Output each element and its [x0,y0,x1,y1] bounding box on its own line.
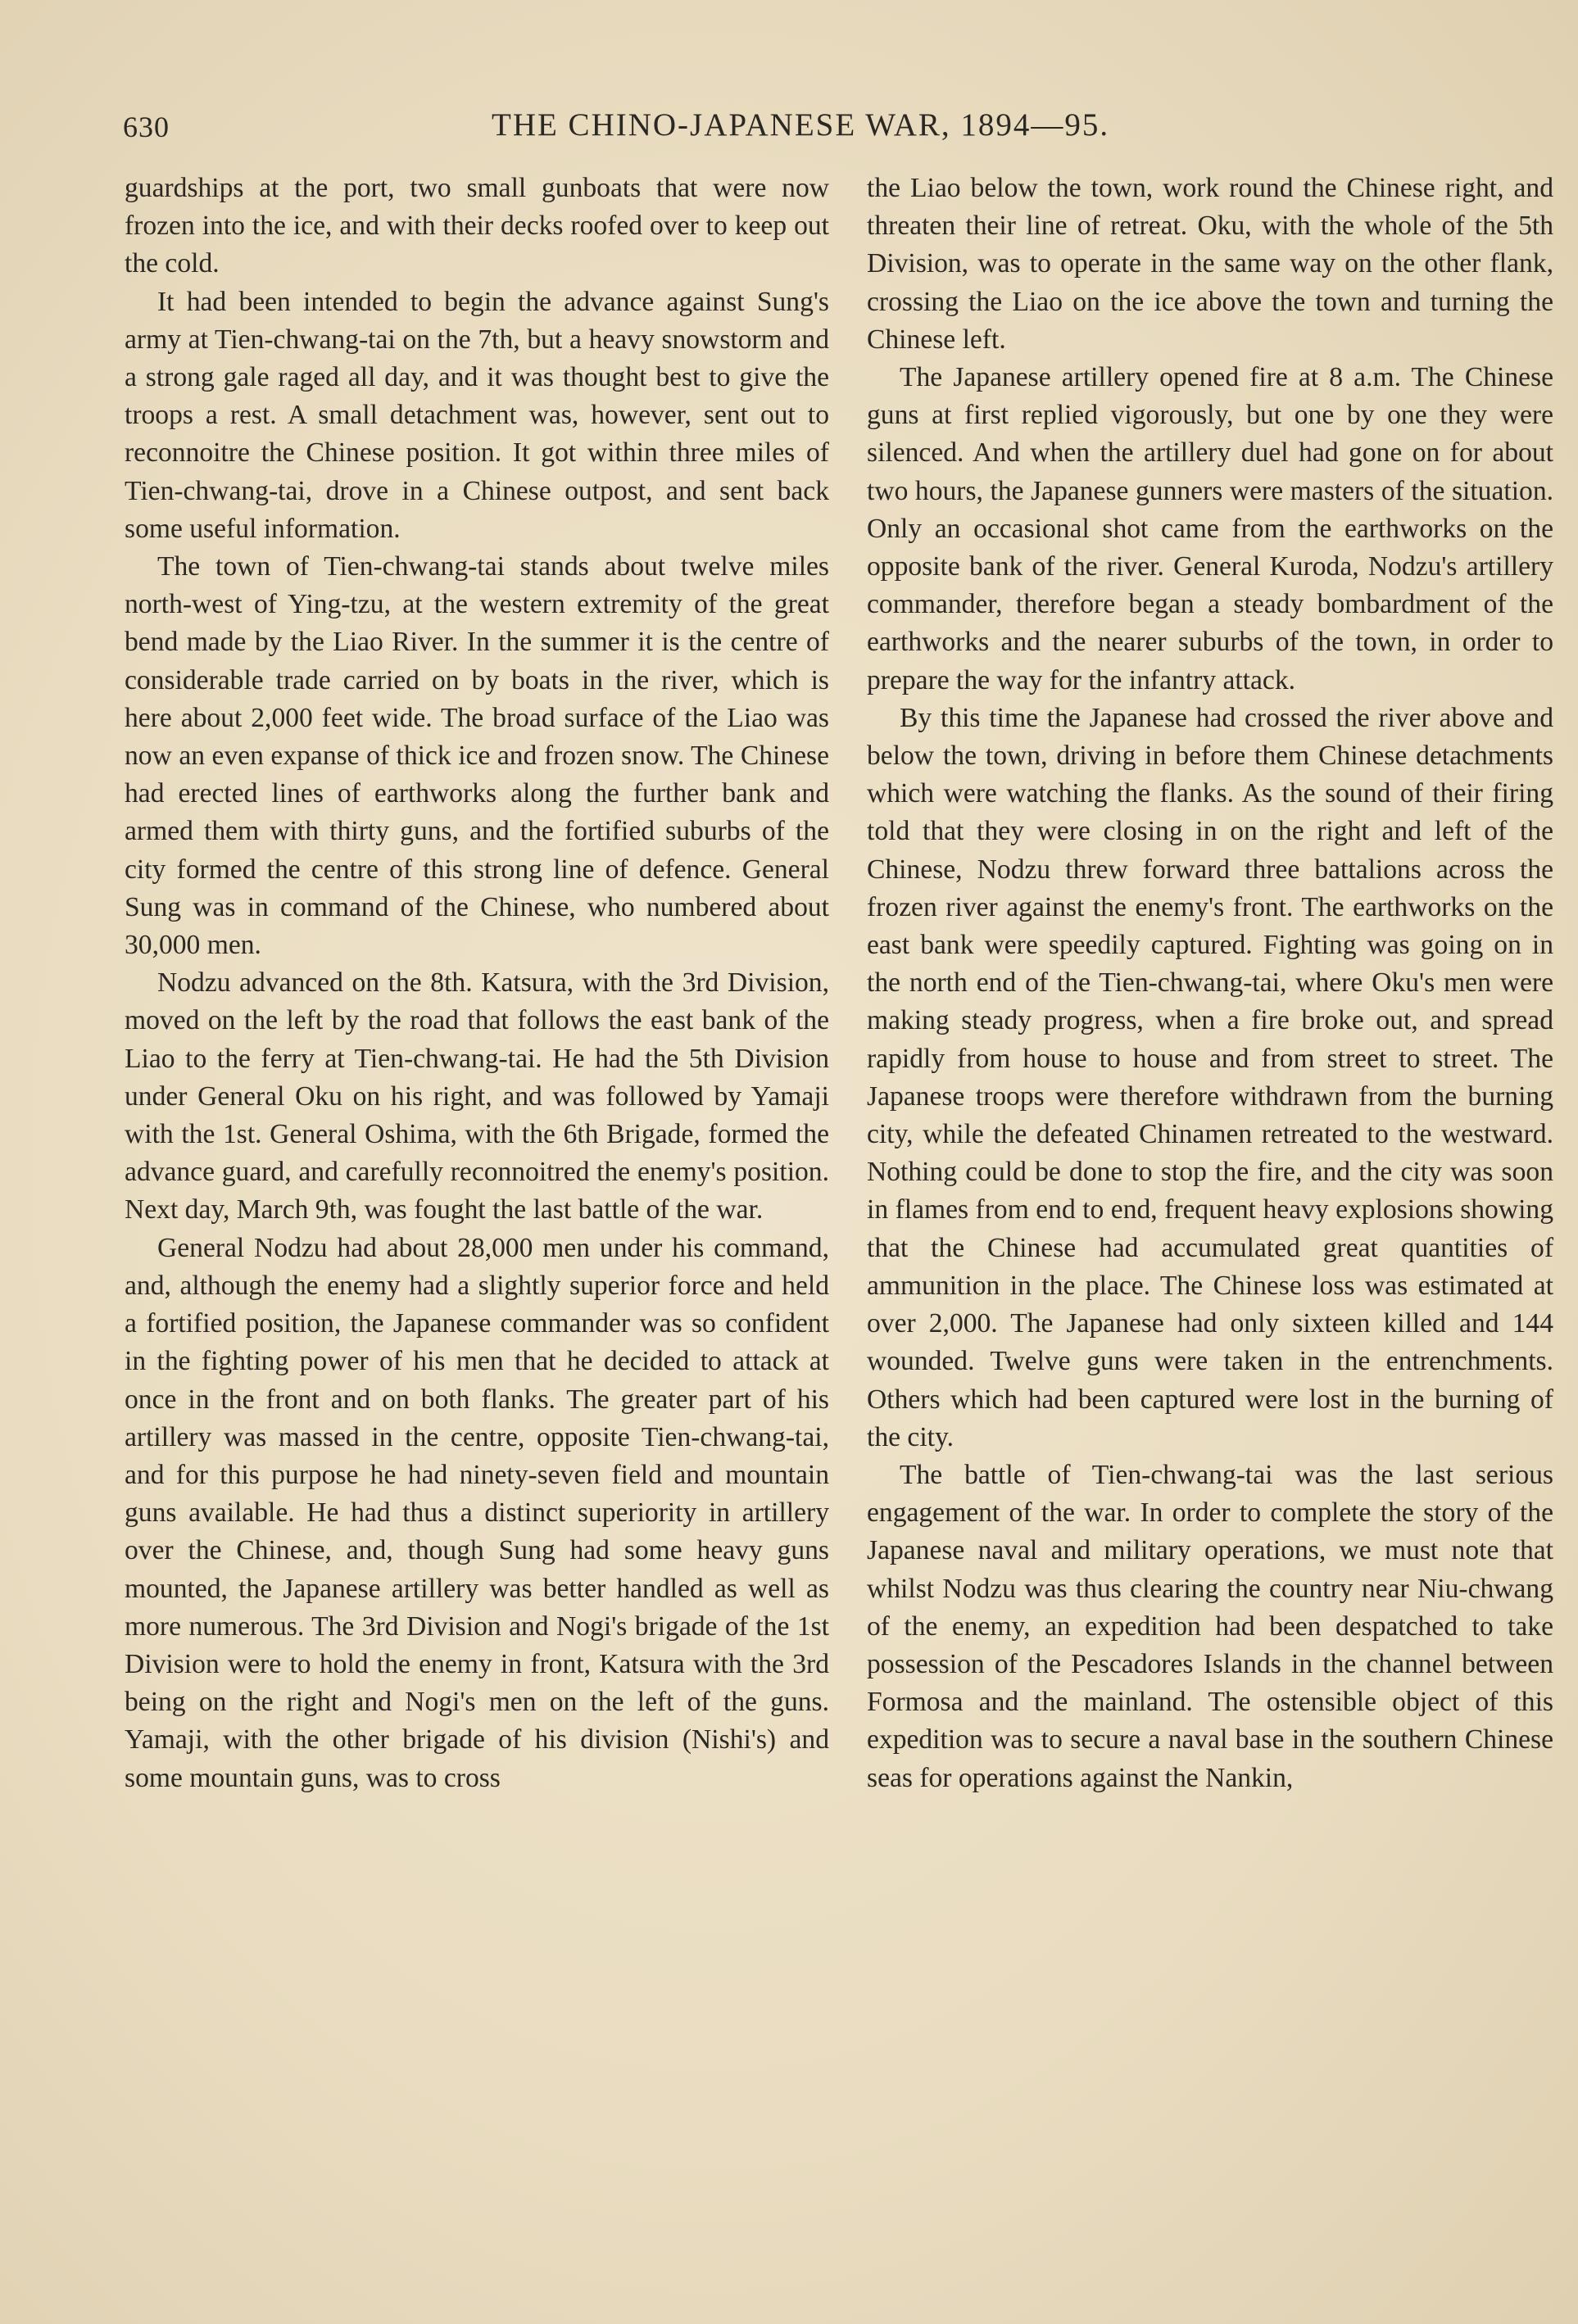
paragraph: Nodzu advanced on the 8th. Katsura, with the 3rd Division, moved on the left by the road that follows the east bank of the Liao to the ferry at Tien-chwang-tai. He had the 5th Division under General Oku on his right, and was followed by Yamaji with the 1st. General Oshima, with the 6th Brigade, formed the advance guard, and carefully reconnoitred the enemy's position. Next day, March 9th, was fought the last battle of the war. [125,967,829,1225]
paragraph: The town of Tien-chwang-tai stands about twelve miles north-west of Ying-tzu, at the western extremity of the great bend made by the Liao River. In the summer it is the centre of considerable trade carried on by boats in the river, which is here about 2,000 feet wide. The broad surface of the Liao was now an even expanse of thick ice and frozen snow. The Chinese had erected lines of earthworks along the further bank and armed them with thirty guns, and the fortified suburbs of the city formed the centre of this strong line of defence. General Sung was in command of the Chinese, who numbered about 30,000 men. [125,551,829,961]
paragraph: The Japanese artillery opened fire at 8 a.m. The Chinese guns at first replied vigorously, but one by one they were silenced. And when the artillery duel had gone on for about two hours, the Japanese gunners were masters of the situation. Only an occasional shot came from the earthworks on the opposite bank of the river. General Kuroda, Nodzu's artillery commander, therefore began a steady bombardment of the earthworks and the nearer suburbs of the town, in order to prepare the way for the infantry attack. [867,362,1553,695]
paragraph: guardships at the port, two small gunboats that were now frozen into the ice, and with their decks roofed over to keep out the cold. [125,173,829,279]
right-column [867,170,1553,1797]
left-column [125,170,829,1797]
paragraph: By this time the Japanese had crossed the river above and below the town, driving in before them Chinese detachments which were watching the flanks. As the sound of their firing told that they were closing in on the right and left of the Chinese, Nodzu threw forward three battalions across the frozen river against the enemy's front. The earthworks on the east bank were speedily captured. Fighting was going on in the north end of the Tien-chwang-tai, where Oku's men were making steady progress, when a fire broke out, and spread rapidly from house to house and from street to street. The Japanese troops were therefore withdrawn from the burning city, while the defeated Chinamen retreated to the westward. Nothing could be done to stop the fire, and the city was soon in flames from end to end, frequent heavy explosions showing that the Chinese had accumulated great quantities of ammunition in the place. The Chinese loss was estimated at over 2,000. The Japanese had only sixteen killed and 144 wounded. Twelve guns were taken in the entrenchments. Others which had been captured were lost in the burning of the city. [867,702,1553,1452]
paragraph: the Liao below the town, work round the Chinese right, and threaten their line of retreat. Oku, with the whole of the 5th Division, was to operate in the same way on the other flank, crossing the Liao on the ice above the town and turning the Chinese left. [867,173,1553,355]
paragraph: General Nodzu had about 28,000 men under his command, and, although the enemy had a slightly superior force and held a fortified position, the Japanese commander was so confident in the fighting power of his men that he decided to attack at once in the front and on both flanks. The greater part of his artillery was massed in the centre, opposite Tien-chwang-tai, and for this purpose he had ninety-seven field and mountain guns available. He had thus a distinct superiority in artillery over the Chinese, and, though Sung had some heavy guns mounted, the Japanese artillery was better handled as well as more numerous. The 3rd Division and Nogi's brigade of the 1st Division were to hold the enemy in front, Katsura with the 3rd being on the right and Nogi's men on the left of the guns. Yamaji, with the other brigade of his division (Nishi's) and some mountain guns, was to cross [125,1232,829,1793]
paragraph: It had been intended to begin the advance against Sung's army at Tien-chwang-tai on the 7th, but a heavy snowstorm and a strong gale raged all day, and it was thought best to give the troops a rest. A small detachment was, however, sent out to reconnoitre the Chinese position. It got within three miles of Tien-chwang-tai, drove in a Chinese outpost, and sent back some useful information. [125,286,829,544]
page-header [123,98,1532,156]
page-number: 630 [123,111,170,143]
running-title: THE CHINO-JAPANESE WAR, 1894—95. [492,107,1110,143]
paragraph: The battle of Tien-chwang-tai was the last serious engagement of the war. In order to complete the story of the Japanese naval and military operations, we must note that whilst Nodzu was thus clearing the country near Niu-chwang of the enemy, an expedition had been despatched to take possession of the Pescadores Islands in the channel between Formosa and the mainland. The ostensible object of this expedition was to secure a naval base in the southern Chinese seas for operations against the Nankin, [867,1459,1553,1793]
